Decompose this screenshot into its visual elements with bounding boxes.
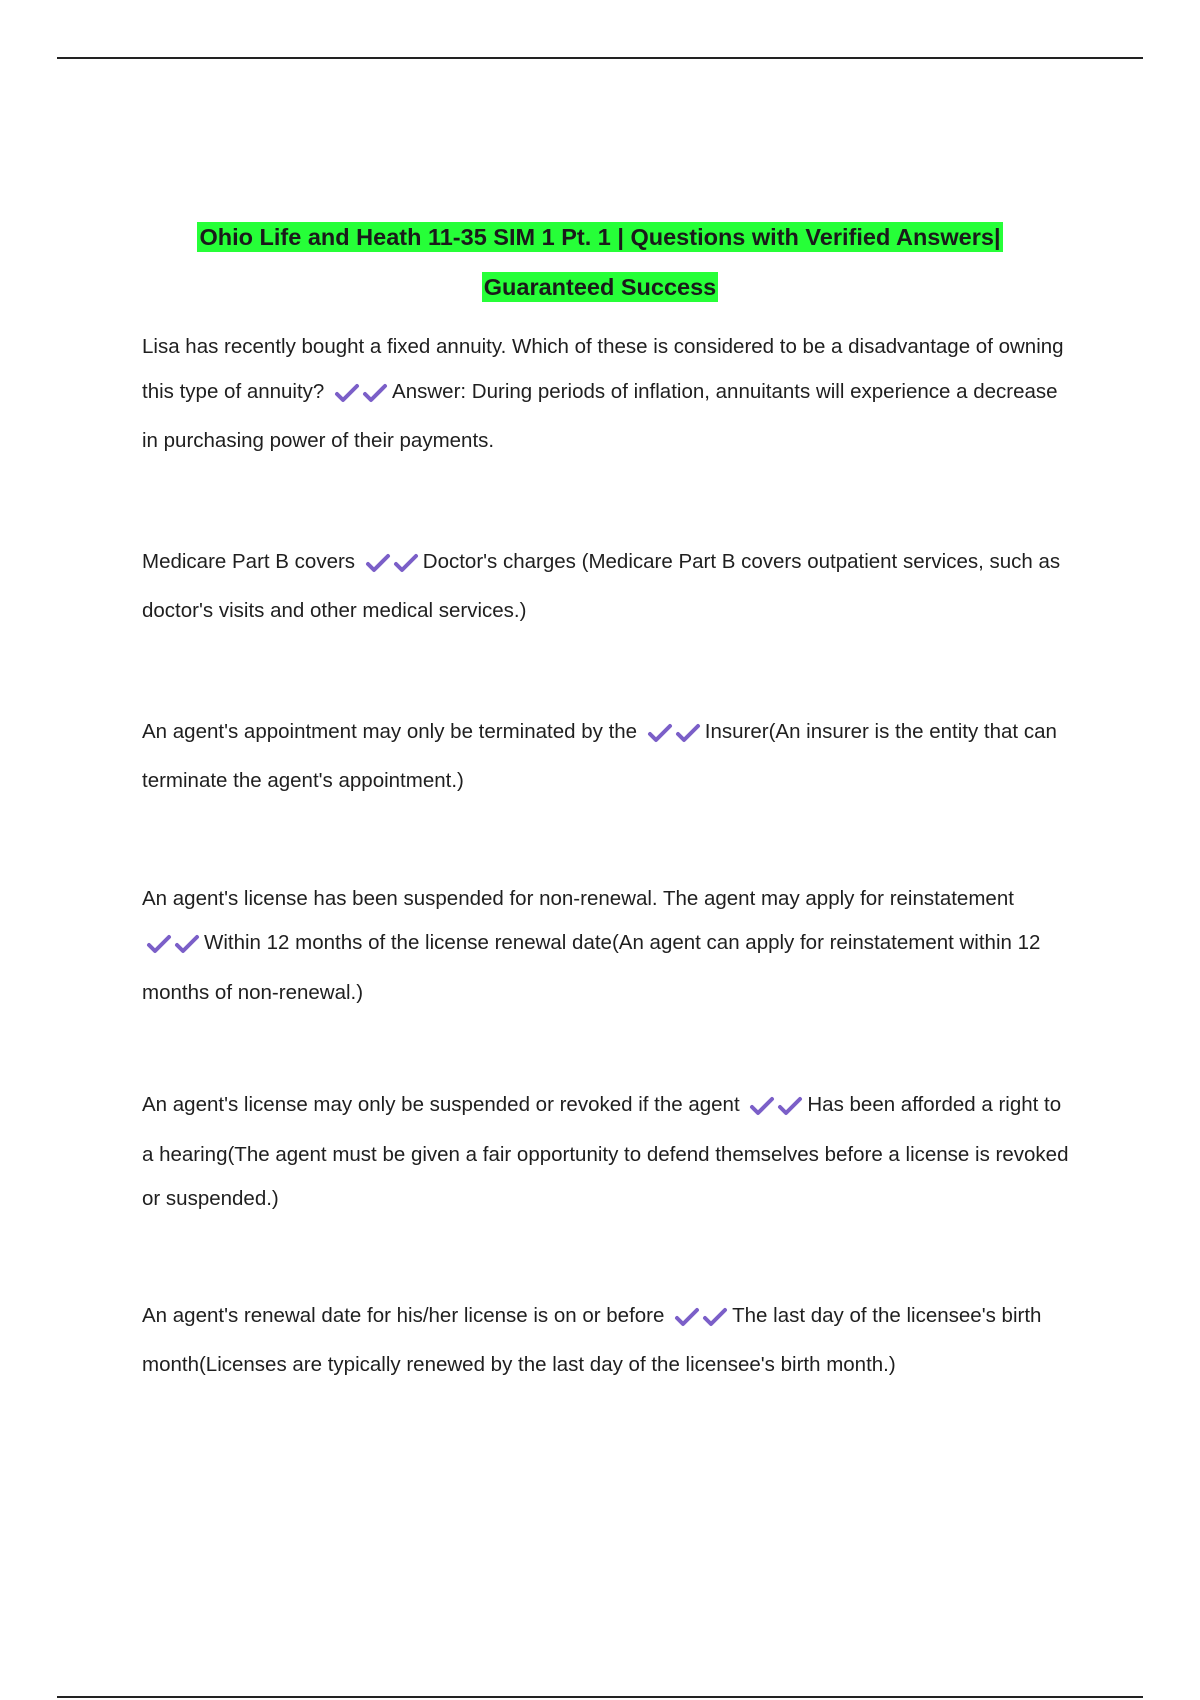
question-text: Lisa has recently bought a fixed annuity. Which of these is considered to be a disadvantage of owning this type of annuity?	[142, 335, 1064, 403]
top-rule	[57, 57, 1143, 59]
qa-item-2	[142, 540, 1077, 634]
qa-item-4	[142, 877, 1077, 1016]
title-line-1: Ohio Life and Heath 11-35 SIM 1 Pt. 1 | Questions with Verified Answers|	[199, 224, 1001, 250]
answer-text: The last day of the licensee's birth month(Licenses are typically renewed by the last day of the licensee's birth month.)	[142, 1303, 1042, 1376]
answer-text: Insurer(An insurer is the entity that can terminate the agent's appointment.)	[142, 719, 1057, 792]
bottom-rule	[57, 1696, 1143, 1698]
question-text: An agent's license may only be suspended or revoked if the agent	[142, 1093, 740, 1116]
double-check-icon	[749, 1088, 805, 1133]
qa-item-6	[142, 1294, 1077, 1388]
answer-text: Doctor's charges (Medicare Part B covers outpatient services, such as doctor's visits and other medical services.)	[142, 549, 1061, 622]
qa-item-3	[142, 710, 1077, 804]
double-check-icon	[365, 545, 421, 590]
question-text: An agent's license has been suspended for non-renewal. The agent may apply for reinstatement	[142, 886, 1014, 910]
answer-text: Within 12 months of the license renewal date(An agent can apply for reinstatement within 12 months of non-renewal.)	[142, 931, 1041, 1004]
qa-item-5	[142, 1083, 1077, 1222]
qa-item-1	[142, 325, 1077, 464]
question-text: An agent's renewal date for his/her license is on or before	[142, 1303, 665, 1327]
qa-list	[142, 325, 1077, 1388]
double-check-icon	[146, 926, 202, 971]
answer-text: Has been afforded a right to a hearing(The agent must be given a fair opportunity to defend themselves before a license is revoked or suspended.)	[142, 1093, 1069, 1210]
question-text: Medicare Part B covers	[142, 549, 356, 573]
document-title	[140, 212, 1060, 312]
question-text: An agent's appointment may only be terminated by the	[142, 719, 638, 743]
answer-text: Answer: During periods of inflation, annuitants will experience a decrease in purchasing power of their payments.	[142, 379, 1058, 452]
double-check-icon	[647, 715, 703, 760]
title-line-2: Guaranteed Success	[483, 274, 717, 300]
double-check-icon	[334, 375, 390, 420]
double-check-icon	[674, 1299, 730, 1344]
